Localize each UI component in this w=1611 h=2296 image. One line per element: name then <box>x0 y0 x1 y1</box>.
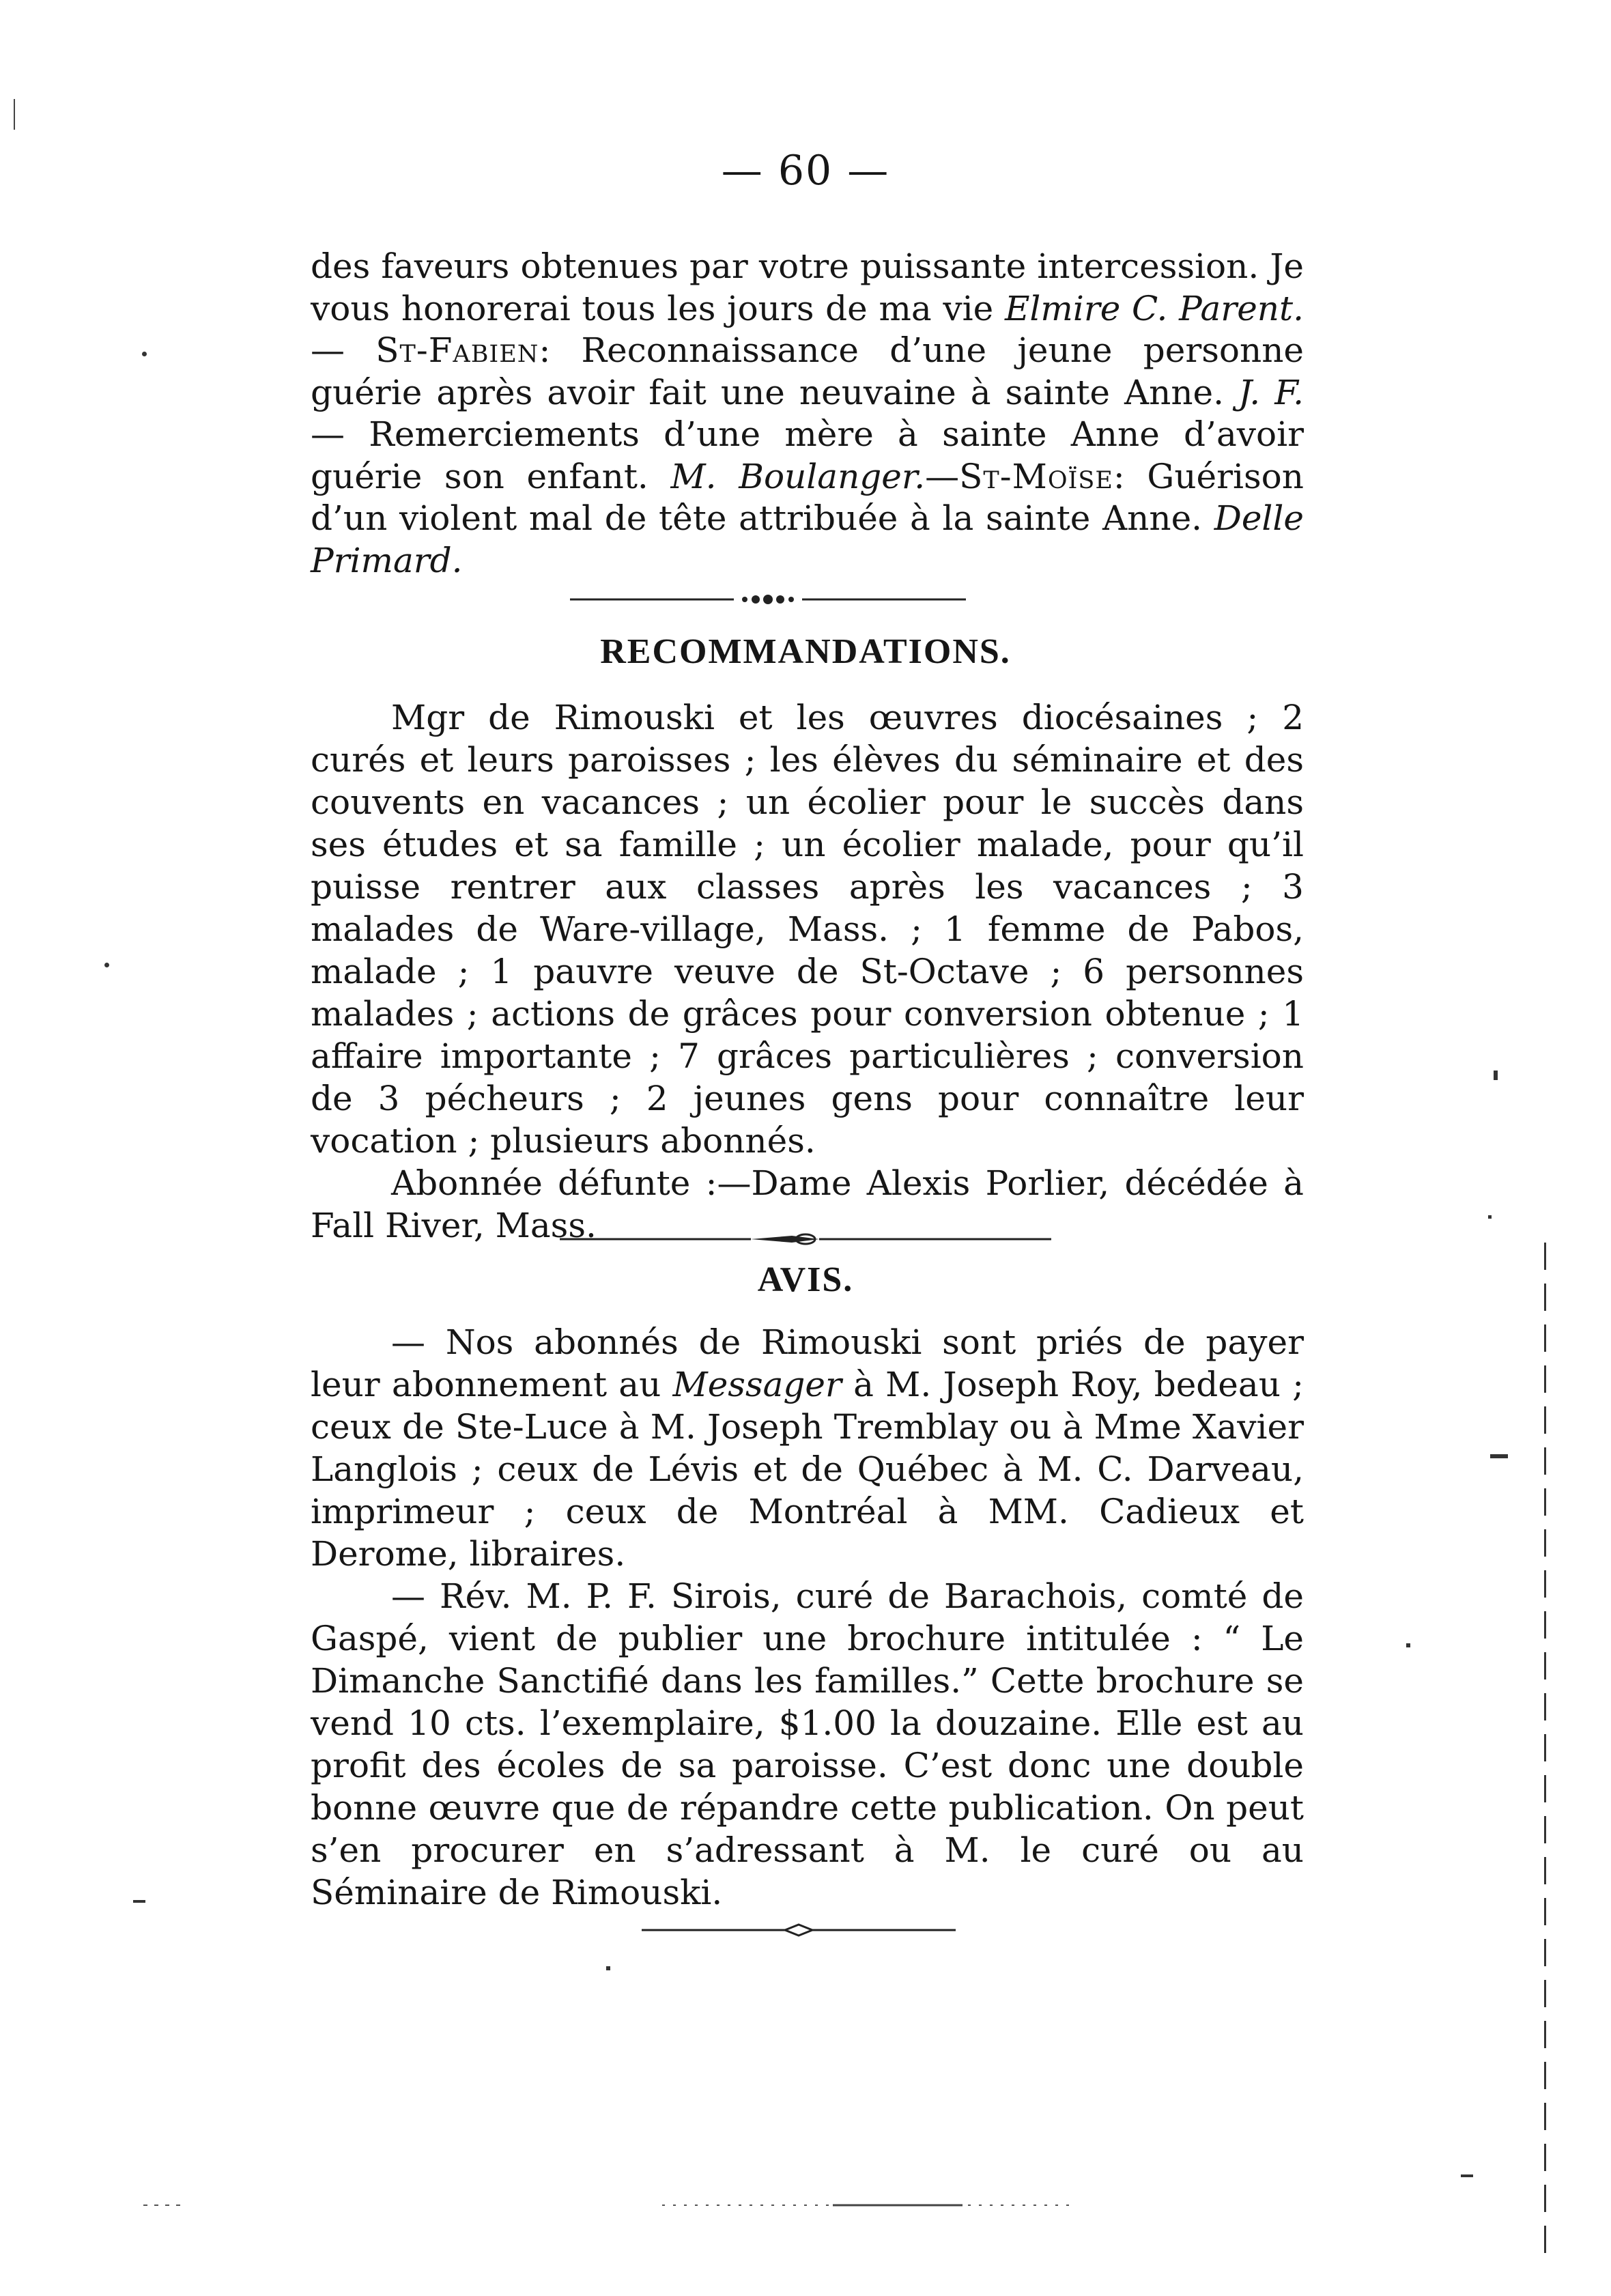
scan-speck <box>1406 1643 1410 1647</box>
intro-paragraph <box>311 246 1304 582</box>
scan-speck <box>142 352 147 356</box>
recommandations-heading: RECOMMANDATIONS. <box>600 632 1011 671</box>
place-st-moise: St-Moïse <box>959 456 1113 496</box>
scan-speck <box>1461 2174 1473 2177</box>
avis-block <box>311 1321 1304 1914</box>
abonnee-defunte-paragraph: Abonnée défunte :—Dame Alexis Porlier, décédée à Fall River, Mass. <box>311 1163 1304 1245</box>
page-edge-shadow-2 <box>14 99 15 130</box>
intro-text-block <box>311 246 1304 582</box>
messager-title: Messager <box>672 1365 842 1404</box>
divider-ornament-1 <box>570 593 966 606</box>
intro-line-1: des faveurs obtenues par votre puissante intercession. Je <box>311 246 1304 286</box>
signature-boulanger: M. Boulanger. <box>670 456 926 496</box>
signature-primard: Delle Primard. <box>311 498 1304 580</box>
signature-jf: J. F. <box>1238 372 1304 412</box>
scan-speck <box>606 1966 610 1970</box>
avis-p1-start: — Nos abonnés de Rimouski sont priés de payer leur abonnement au <box>311 1322 1304 1404</box>
scan-speck <box>1488 1215 1492 1219</box>
scan-speck <box>1490 1454 1508 1458</box>
avis-p1-end: à M. Joseph Roy, bedeau ; ceux de Ste-Luce à M. Joseph Tremblay ou à Mme Xavier Langlois ; ceux de Lévis et de Québec à M. C. Darveau, imprimeur ; ceux de Montréal à MM. Cadieux et Derome, libraires. <box>311 1365 1304 1574</box>
scan-speck <box>104 963 109 967</box>
divider-ornament-2 <box>560 1231 1051 1247</box>
place-st-fabien: St-Fabien <box>375 330 539 370</box>
page-number: — 60 — <box>721 147 890 195</box>
bottom-scan-dots <box>143 2198 1099 2212</box>
intro-text-moise: : Guérison d’un violent mal de tête attribuée à la sainte Anne. <box>311 456 1304 538</box>
signature-elmire: Elmire C. Parent. <box>1004 288 1304 328</box>
dash: — <box>311 330 376 370</box>
avis-paragraph-1 <box>311 1321 1304 1575</box>
recommandations-block <box>311 696 1304 1247</box>
avis-paragraph-2: — Rév. M. P. F. Sirois, curé de Barachois, comté de Gaspé, vient de publier une brochure intitulée : “ Le Dimanche Sanctifié dans les familles.” Cette brochure se vend 10 cts. l’exemplaire, $1.00 la douzaine. Elle est au profit des écoles de sa paroisse. C’est donc une double bonne œuvre que de répandre cette publication. On peut s’en procurer en s’adressant à M. le curé ou au Séminaire de Rimouski. <box>311 1576 1304 1912</box>
intro-text-fabien: : Reconnaissance d’une jeune personne guérie après avoir fait une neuvaine à sainte Anne. <box>311 330 1304 412</box>
scan-speck <box>1494 1071 1498 1080</box>
avis-heading: AVIS. <box>757 1260 854 1299</box>
divider-ornament-3 <box>642 1922 956 1938</box>
intro-text-remerciements: — Remerciements d’une mère à sainte Anne d’avoir guérie son enfant. <box>311 414 1304 496</box>
recommandations-paragraph: Mgr de Rimouski et les œuvres diocésaines ; 2 curés et leurs paroisses ; les élèves du séminaire et des couvents en vacances ; un écolier pour le succès dans ses études et sa famille ; un écolier malade, pour qu’il puisse rentrer aux classes après les vacances ; 3 malades de Ware-village, Mass. ; 1 femme de Pabos, malade ; 1 pauvre veuve de St-Octave ; 6 personnes malades ; actions de grâces pour conversion obtenue ; 1 affaire importante ; 7 grâces particulières ; conversion de 3 pécheurs ; 2 jeunes gens pour connaître leur vocation ; plusieurs abonnés. <box>311 698 1304 1161</box>
page-edge-shadow <box>1544 1243 1546 2267</box>
scan-speck <box>133 1900 145 1903</box>
dash-2: — <box>925 456 960 496</box>
intro-line-2: vous honorerai tous les jours de ma vie <box>311 288 994 328</box>
